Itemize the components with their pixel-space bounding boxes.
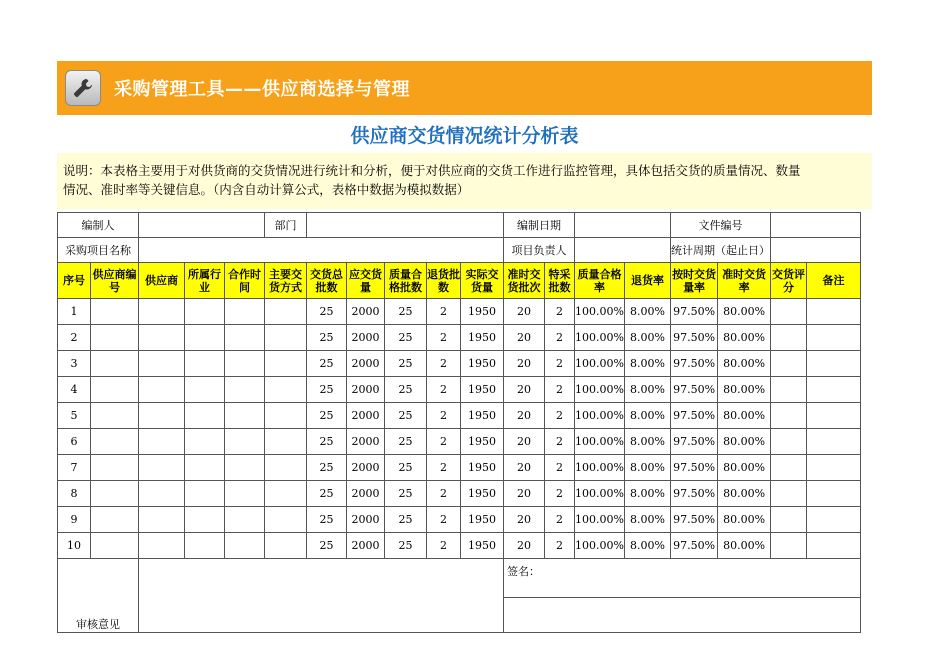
table-cell[interactable]: 8.00% — [624, 351, 670, 377]
table-cell[interactable]: 20 — [504, 429, 545, 455]
description-line-2: 情况、准时率等关键信息。（内含自动计算公式，表格中数据为模拟数据） — [63, 182, 470, 197]
table-cell[interactable]: 20 — [504, 299, 545, 325]
table-cell[interactable]: 25 — [385, 507, 427, 533]
table-cell[interactable]: 2 — [545, 325, 575, 351]
table-cell[interactable] — [91, 533, 139, 559]
table-cell[interactable]: 9 — [58, 507, 91, 533]
edit-date-label: 编制日期 — [504, 213, 575, 238]
title-banner — [57, 61, 872, 115]
file-no-label: 文件编号 — [670, 213, 770, 238]
column-header: 按时交货量率 — [670, 263, 717, 299]
table-cell[interactable] — [806, 377, 860, 403]
table-cell[interactable]: 2 — [545, 377, 575, 403]
table-cell[interactable]: 80.00% — [718, 429, 771, 455]
table-cell[interactable]: 80.00% — [718, 377, 771, 403]
description-line-1: 说明：本表格主要用于对供货商的交货情况进行统计和分析，便于对供应商的交货工作进行监控管理，具体包括交货的质量情况、数量 — [63, 163, 801, 178]
table-cell[interactable] — [225, 481, 265, 507]
table-cell[interactable]: 8.00% — [624, 533, 670, 559]
table-cell[interactable]: 2000 — [347, 455, 385, 481]
table-cell[interactable]: 80.00% — [718, 455, 771, 481]
column-header: 应交货量 — [347, 263, 385, 299]
column-header: 特采批数 — [545, 263, 575, 299]
table-cell[interactable]: 20 — [504, 351, 545, 377]
table-cell[interactable] — [265, 481, 307, 507]
table-cell[interactable] — [265, 351, 307, 377]
table-row — [58, 377, 861, 403]
table-cell[interactable]: 20 — [504, 377, 545, 403]
table-cell[interactable] — [91, 325, 139, 351]
table-cell[interactable]: 1950 — [461, 429, 504, 455]
table-cell[interactable]: 1950 — [461, 299, 504, 325]
table-cell[interactable]: 4 — [58, 377, 91, 403]
column-header: 合作时间 — [225, 263, 265, 299]
table-cell[interactable]: 2000 — [347, 533, 385, 559]
table-cell[interactable] — [139, 429, 185, 455]
table-cell[interactable] — [139, 403, 185, 429]
table-cell[interactable] — [265, 299, 307, 325]
column-header: 交货总批数 — [307, 263, 347, 299]
column-header: 准时交货率 — [718, 263, 771, 299]
table-cell[interactable]: 25 — [307, 377, 347, 403]
table-cell[interactable]: 2 — [427, 377, 461, 403]
table-cell[interactable] — [225, 403, 265, 429]
table-cell[interactable]: 8.00% — [624, 325, 670, 351]
table-cell[interactable]: 2 — [427, 507, 461, 533]
table-row — [58, 325, 861, 351]
column-header: 退货率 — [624, 263, 670, 299]
table-cell[interactable]: 2000 — [347, 351, 385, 377]
table-row — [58, 507, 861, 533]
table-cell[interactable] — [806, 455, 860, 481]
table-cell[interactable] — [770, 299, 806, 325]
table-cell[interactable]: 2 — [427, 299, 461, 325]
table-cell[interactable]: 97.50% — [670, 533, 717, 559]
table-cell[interactable]: 2 — [427, 481, 461, 507]
edit-date-value[interactable] — [575, 213, 671, 238]
table-cell[interactable]: 8.00% — [624, 455, 670, 481]
table-cell[interactable]: 25 — [307, 481, 347, 507]
table-cell[interactable]: 100.00% — [575, 455, 625, 481]
table-cell[interactable]: 80.00% — [718, 351, 771, 377]
description-box — [57, 153, 872, 209]
table-cell[interactable]: 8.00% — [624, 377, 670, 403]
table-cell[interactable]: 2 — [545, 481, 575, 507]
table-cell[interactable]: 1950 — [461, 377, 504, 403]
table-cell[interactable] — [806, 533, 860, 559]
table-cell[interactable] — [185, 325, 225, 351]
table-cell[interactable]: 97.50% — [670, 377, 717, 403]
table-cell[interactable] — [139, 351, 185, 377]
table-cell[interactable] — [770, 351, 806, 377]
table-cell[interactable]: 2 — [427, 533, 461, 559]
table-cell[interactable]: 2 — [427, 403, 461, 429]
table-row — [58, 403, 861, 429]
table-cell[interactable]: 25 — [385, 455, 427, 481]
project-lead-value[interactable] — [575, 238, 671, 263]
editor-label: 编制人 — [58, 213, 139, 238]
table-cell[interactable] — [185, 455, 225, 481]
table-cell[interactable] — [770, 455, 806, 481]
table-cell[interactable] — [139, 455, 185, 481]
table-cell[interactable] — [770, 481, 806, 507]
table-cell[interactable]: 25 — [385, 377, 427, 403]
department-label: 部门 — [265, 213, 307, 238]
column-header-row — [58, 263, 861, 299]
table-cell[interactable]: 97.50% — [670, 351, 717, 377]
table-cell[interactable] — [806, 429, 860, 455]
editor-value[interactable] — [139, 213, 265, 238]
table-cell[interactable] — [139, 377, 185, 403]
table-cell[interactable]: 20 — [504, 455, 545, 481]
audit-row-1 — [58, 559, 861, 598]
table-cell[interactable] — [770, 403, 806, 429]
table-cell[interactable] — [265, 403, 307, 429]
column-header: 实际交货量 — [461, 263, 504, 299]
table-cell[interactable]: 25 — [307, 533, 347, 559]
info-row-2 — [58, 238, 861, 263]
table-cell[interactable]: 97.50% — [670, 299, 717, 325]
table-cell[interactable]: 80.00% — [718, 481, 771, 507]
table-cell[interactable]: 7 — [58, 455, 91, 481]
table-cell[interactable]: 1950 — [461, 455, 504, 481]
table-cell[interactable] — [806, 403, 860, 429]
table-row — [58, 481, 861, 507]
column-header: 质量合格批数 — [385, 263, 427, 299]
table-cell[interactable] — [806, 507, 860, 533]
table-cell[interactable]: 80.00% — [718, 533, 771, 559]
project-name-label: 采购项目名称 — [58, 238, 139, 263]
table-cell[interactable]: 1950 — [461, 403, 504, 429]
table-cell[interactable]: 1950 — [461, 507, 504, 533]
table-cell[interactable] — [139, 533, 185, 559]
column-header: 准时交货批次 — [504, 263, 545, 299]
table-cell[interactable]: 100.00% — [575, 325, 625, 351]
table-cell[interactable]: 25 — [385, 325, 427, 351]
table-cell[interactable] — [265, 455, 307, 481]
table-cell[interactable] — [91, 481, 139, 507]
table-cell[interactable] — [225, 325, 265, 351]
table-cell[interactable]: 8.00% — [624, 299, 670, 325]
table-cell[interactable]: 2000 — [347, 403, 385, 429]
table-cell[interactable] — [770, 507, 806, 533]
table-cell[interactable]: 8.00% — [624, 507, 670, 533]
table-cell[interactable] — [139, 481, 185, 507]
department-value[interactable] — [307, 213, 504, 238]
table-cell[interactable] — [806, 481, 860, 507]
signature-value[interactable] — [504, 598, 861, 633]
table-cell[interactable]: 5 — [58, 403, 91, 429]
table-cell[interactable]: 100.00% — [575, 481, 625, 507]
info-row-1 — [58, 213, 861, 238]
table-cell[interactable]: 2 — [545, 351, 575, 377]
table-cell[interactable]: 20 — [504, 507, 545, 533]
table-cell[interactable]: 2 — [427, 429, 461, 455]
table-cell[interactable] — [770, 429, 806, 455]
table-cell[interactable]: 25 — [307, 351, 347, 377]
table-cell[interactable]: 2 — [545, 403, 575, 429]
audit-label: 审核意见 — [58, 559, 139, 633]
table-cell[interactable]: 2 — [545, 507, 575, 533]
table-cell[interactable] — [225, 351, 265, 377]
table-cell[interactable] — [225, 507, 265, 533]
table-cell[interactable]: 2 — [427, 455, 461, 481]
table-cell[interactable]: 25 — [385, 481, 427, 507]
table-cell[interactable]: 8 — [58, 481, 91, 507]
signature-label: 签名： — [504, 559, 861, 598]
table-cell[interactable] — [185, 351, 225, 377]
table-cell[interactable] — [185, 299, 225, 325]
table-cell[interactable] — [770, 377, 806, 403]
table-row — [58, 299, 861, 325]
table-cell[interactable] — [806, 325, 860, 351]
project-lead-label: 项目负责人 — [504, 238, 575, 263]
delivery-stats-table — [57, 212, 861, 633]
table-cell[interactable]: 20 — [504, 325, 545, 351]
column-header: 供应商 — [139, 263, 185, 299]
page-title: 供应商交货情况统计分析表 — [350, 125, 579, 147]
table-cell[interactable]: 25 — [307, 507, 347, 533]
table-cell[interactable]: 2 — [58, 325, 91, 351]
table-cell[interactable] — [185, 507, 225, 533]
table-cell[interactable] — [91, 299, 139, 325]
table-row — [58, 429, 861, 455]
table-cell[interactable]: 2000 — [347, 325, 385, 351]
column-header: 序号 — [58, 263, 91, 299]
table-cell[interactable]: 2 — [545, 455, 575, 481]
table-cell[interactable]: 2000 — [347, 481, 385, 507]
table-cell[interactable]: 100.00% — [575, 351, 625, 377]
table-cell[interactable]: 25 — [307, 299, 347, 325]
data-rows — [58, 299, 861, 559]
table-cell[interactable]: 80.00% — [718, 325, 771, 351]
table-cell[interactable]: 20 — [504, 481, 545, 507]
table-cell[interactable]: 80.00% — [718, 403, 771, 429]
table-cell[interactable] — [91, 351, 139, 377]
column-header: 供应商编号 — [91, 263, 139, 299]
table-cell[interactable]: 25 — [307, 403, 347, 429]
table-cell[interactable] — [185, 403, 225, 429]
column-header: 退货批数 — [427, 263, 461, 299]
table-cell[interactable] — [265, 533, 307, 559]
table-cell[interactable]: 100.00% — [575, 299, 625, 325]
table-cell[interactable]: 8.00% — [624, 481, 670, 507]
table-cell[interactable] — [91, 455, 139, 481]
table-cell[interactable] — [185, 429, 225, 455]
table-cell[interactable]: 97.50% — [670, 325, 717, 351]
table-cell[interactable] — [225, 429, 265, 455]
stat-period-label: 统计周期（起止日） — [670, 238, 770, 263]
table-cell[interactable]: 2 — [545, 299, 575, 325]
table-cell[interactable]: 100.00% — [575, 403, 625, 429]
table-cell[interactable]: 1950 — [461, 533, 504, 559]
table-cell[interactable]: 97.50% — [670, 429, 717, 455]
table-cell[interactable] — [770, 325, 806, 351]
table-cell[interactable] — [91, 429, 139, 455]
table-cell[interactable] — [185, 481, 225, 507]
table-cell[interactable]: 100.00% — [575, 507, 625, 533]
table-cell[interactable]: 25 — [307, 455, 347, 481]
table-row — [58, 351, 861, 377]
table-cell[interactable] — [770, 533, 806, 559]
table-row — [58, 533, 861, 559]
table-cell[interactable]: 2 — [545, 429, 575, 455]
table-cell[interactable]: 25 — [385, 403, 427, 429]
table-row — [58, 455, 861, 481]
table-cell[interactable] — [139, 325, 185, 351]
table-cell[interactable]: 3 — [58, 351, 91, 377]
table-cell[interactable] — [225, 299, 265, 325]
table-cell[interactable]: 2000 — [347, 377, 385, 403]
table-cell[interactable] — [91, 403, 139, 429]
table-cell[interactable]: 100.00% — [575, 533, 625, 559]
table-cell[interactable]: 20 — [504, 533, 545, 559]
table-cell[interactable]: 2 — [427, 325, 461, 351]
table-cell[interactable] — [139, 507, 185, 533]
table-cell[interactable]: 97.50% — [670, 481, 717, 507]
table-cell[interactable] — [185, 377, 225, 403]
table-cell[interactable] — [225, 377, 265, 403]
column-header: 质量合格率 — [575, 263, 625, 299]
column-header: 主要交货方式 — [265, 263, 307, 299]
table-cell[interactable]: 1950 — [461, 325, 504, 351]
table-cell[interactable]: 10 — [58, 533, 91, 559]
table-cell[interactable]: 2 — [545, 533, 575, 559]
table-cell[interactable]: 6 — [58, 429, 91, 455]
table-cell[interactable]: 2 — [427, 351, 461, 377]
table-cell[interactable]: 8.00% — [624, 429, 670, 455]
column-header: 所属行业 — [185, 263, 225, 299]
table-cell[interactable]: 2000 — [347, 507, 385, 533]
table-cell[interactable]: 97.50% — [670, 507, 717, 533]
table-cell[interactable] — [225, 455, 265, 481]
table-cell[interactable]: 8.00% — [624, 403, 670, 429]
table-cell[interactable] — [225, 533, 265, 559]
table-cell[interactable] — [806, 351, 860, 377]
wrench-icon — [65, 70, 101, 106]
table-cell[interactable] — [185, 533, 225, 559]
table-cell[interactable]: 80.00% — [718, 507, 771, 533]
table-cell[interactable] — [91, 507, 139, 533]
table-cell[interactable]: 25 — [307, 429, 347, 455]
table-cell[interactable]: 25 — [307, 325, 347, 351]
table-cell[interactable]: 25 — [385, 429, 427, 455]
table-cell[interactable] — [265, 325, 307, 351]
table-cell[interactable] — [806, 299, 860, 325]
table-cell[interactable]: 100.00% — [575, 377, 625, 403]
table-cell[interactable]: 100.00% — [575, 429, 625, 455]
audit-comment[interactable] — [139, 559, 504, 633]
project-name-value[interactable] — [139, 238, 504, 263]
table-cell[interactable] — [91, 377, 139, 403]
table-cell[interactable]: 2000 — [347, 299, 385, 325]
column-header: 交货评分 — [770, 263, 806, 299]
table-cell[interactable]: 80.00% — [718, 299, 771, 325]
table-cell[interactable] — [265, 429, 307, 455]
banner-title: 采购管理工具——供应商选择与管理 — [114, 79, 410, 100]
table-cell[interactable]: 1950 — [461, 351, 504, 377]
stat-period-value[interactable] — [770, 238, 860, 263]
table-cell[interactable] — [139, 299, 185, 325]
file-no-value[interactable] — [770, 213, 860, 238]
column-header: 备注 — [806, 263, 860, 299]
table-cell[interactable]: 25 — [385, 351, 427, 377]
table-cell[interactable]: 2000 — [347, 429, 385, 455]
table-cell[interactable]: 25 — [385, 533, 427, 559]
table-cell[interactable] — [265, 377, 307, 403]
table-cell[interactable]: 1 — [58, 299, 91, 325]
table-cell[interactable]: 1950 — [461, 481, 504, 507]
table-cell[interactable]: 97.50% — [670, 403, 717, 429]
table-cell[interactable]: 20 — [504, 403, 545, 429]
table-cell[interactable]: 97.50% — [670, 455, 717, 481]
table-cell[interactable] — [265, 507, 307, 533]
table-cell[interactable]: 25 — [385, 299, 427, 325]
